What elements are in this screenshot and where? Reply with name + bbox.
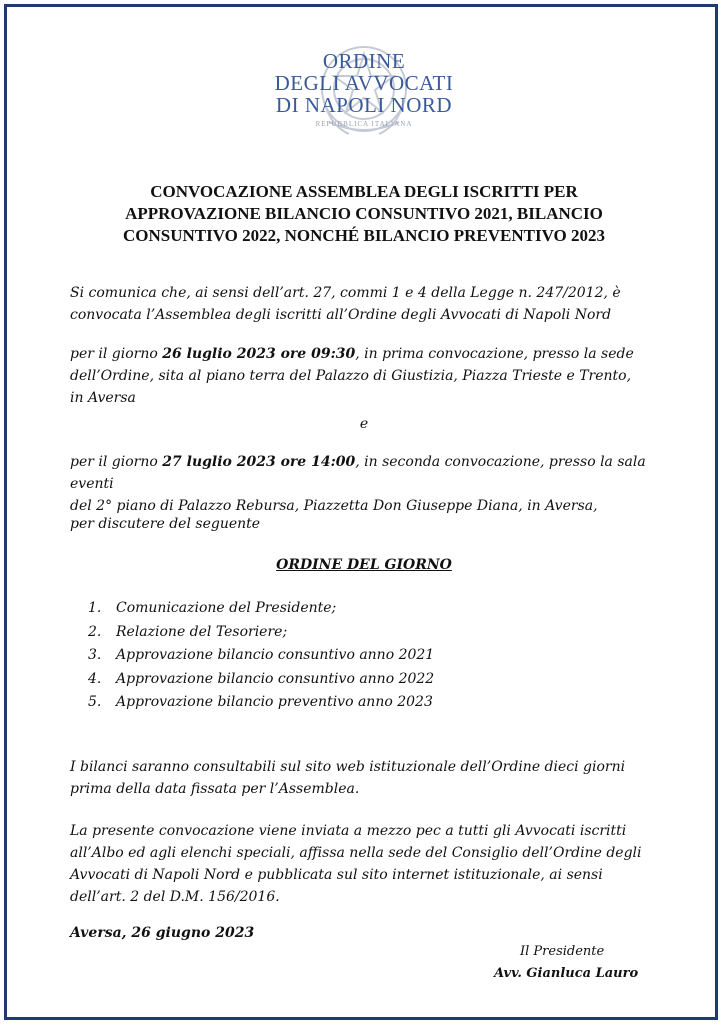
letterhead: [0, 28, 728, 128]
first-convocation: [70, 343, 658, 409]
budget-line1: I bilanci saranno consultabili sul sito web istituzionale dell’Ordine dieci giorni: [70, 759, 626, 775]
connector-text: e: [359, 416, 369, 432]
notice-paragraph: [70, 820, 658, 908]
agenda-item: 4. Approvazione bilancio consuntivo anno 2022: [88, 670, 435, 687]
budget-line2: prima della data fissata per l’Assemblea.: [70, 781, 360, 797]
org-name-line2: DEGLI AVVOCATI: [274, 71, 454, 95]
title-line1: CONVOCAZIONE ASSEMBLEA DEGLI ISCRITTI PER: [150, 182, 578, 201]
second-date: 27 luglio 2023 ore 14:00: [162, 454, 356, 470]
first-line3: in Aversa: [70, 390, 136, 406]
org-name-line3: DI NAPOLI NORD: [275, 93, 453, 117]
notice-line2: all’Albo ed agli elenchi speciali, affissa nella sede del Consiglio dell’Ordine degli: [70, 845, 642, 861]
place-date: Aversa, 26 giugno 2023: [70, 925, 255, 941]
intro-line2: convocata l’Assemblea degli iscritti all’Ordine degli Avvocati di Napoli Nord: [70, 307, 612, 323]
first-date: 26 luglio 2023 ore 09:30: [162, 346, 356, 362]
intro-line1: Si comunica che, ai sensi dell’art. 27, commi 1 e 4 della Legge n. 247/2012, è: [70, 285, 621, 301]
agenda-title: ORDINE DEL GIORNO: [276, 557, 452, 573]
first-line2: dell’Ordine, sita al piano terra del Palazzo di Giustizia, Piazza Trieste e Trento,: [70, 368, 632, 384]
notice-line4: dell’art. 2 del D.M. 156/2016.: [70, 889, 280, 905]
emblem-caption: REPUBBLICA ITALIANA: [315, 120, 413, 128]
agenda-item: 3. Approvazione bilancio consuntivo anno 2021: [88, 647, 435, 663]
agenda-item: 2. Relazione del Tesoriere;: [88, 623, 288, 640]
signer-name: Avv. Gianluca Lauro: [494, 966, 639, 981]
agenda-item: 1. Comunicazione del Presidente;: [88, 600, 337, 616]
second-line1: per il giorno 27 luglio 2023 ore 14:00, in seconda convocazione, presso la sala eventi: [70, 454, 646, 492]
second-line2: del 2° piano di Palazzo Rebursa, Piazzetta Don Giuseppe Diana, in Aversa,: [70, 498, 598, 514]
title-line3: CONSUNTIVO 2022, NONCHÉ BILANCIO PREVENTIVO 2023: [123, 226, 605, 245]
org-name-line1: ORDINE: [322, 49, 406, 73]
second-convocation: [70, 451, 658, 517]
intro-paragraph: [70, 282, 658, 326]
purpose-text: per discutere del seguente: [70, 516, 261, 532]
document-title: [60, 181, 668, 247]
title-line2: APPROVAZIONE BILANCIO CONSUNTIVO 2021, BILANCIO: [125, 204, 603, 223]
notice-line1: La presente convocazione viene inviata a mezzo pec a tutti gli Avvocati iscritti: [70, 823, 627, 839]
first-line1: per il giorno 26 luglio 2023 ore 09:30, in prima convocazione, presso la sede: [70, 346, 634, 362]
notice-line3: Avvocati di Napoli Nord e pubblicata sul sito internet istituzionale, ai sensi: [70, 867, 603, 883]
agenda-list: [88, 600, 434, 718]
budget-note: [70, 756, 658, 800]
signer-role: Il Presidente: [520, 944, 605, 959]
agenda-item: 5. Approvazione bilancio preventivo anno 2023: [88, 694, 433, 710]
